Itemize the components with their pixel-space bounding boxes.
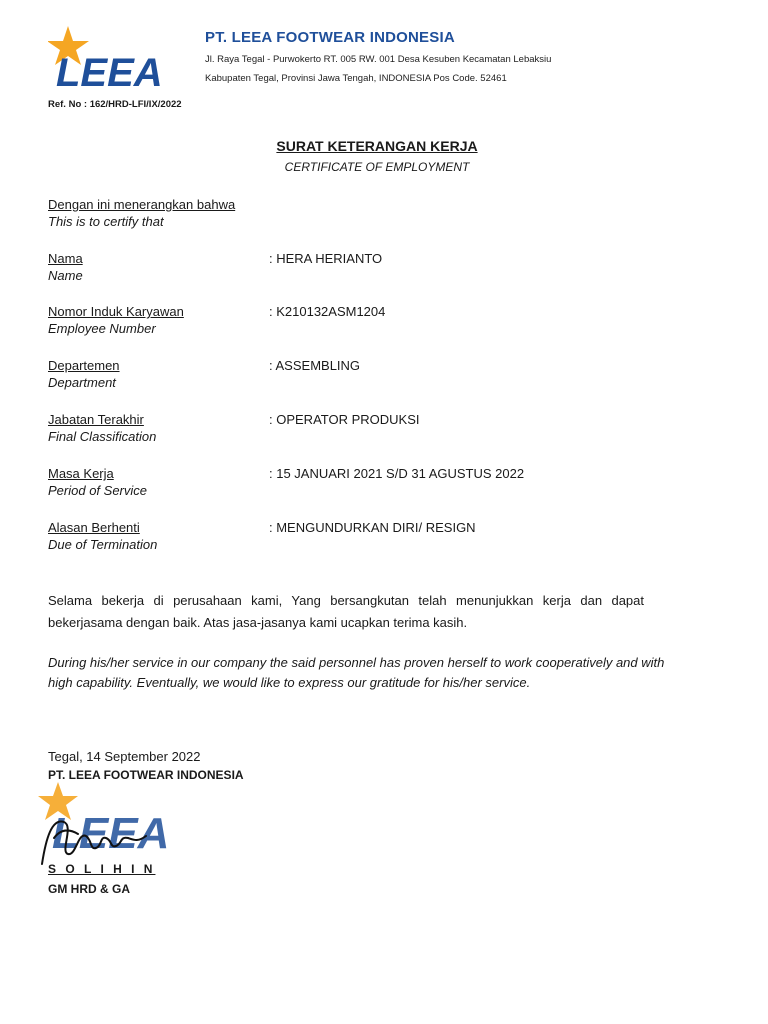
field-label-en: Name (48, 268, 83, 283)
field-value: : 15 JANUARI 2021 S/D 31 AGUSTUS 2022 (269, 466, 525, 481)
body-paragraph-id: Selama bekerja di perusahaan kami, Yang bersangkutan telah menunjukkan kerja dan dapat bekerjasama dengan baik. Atas jasa-jasanya kami ucapkan terima kasih. (48, 593, 644, 630)
field-value: : MENGUNDURKAN DIRI/ RESIGN (269, 520, 476, 535)
stamp-logo-text: LEEA (52, 809, 170, 858)
field-label: Departemen (48, 358, 120, 373)
field-label: Nama (48, 251, 83, 266)
field-value: : OPERATOR PRODUKSI (269, 412, 420, 427)
signer-title: GM HRD & GA (48, 882, 130, 896)
signature-company: PT. LEEA FOOTWEAR INDONESIA (48, 768, 244, 782)
address-line-1: Jl. Raya Tegal - Purwokerto RT. 005 RW. 001 Desa Kesuben Kecamatan Lebaksiu (205, 54, 552, 65)
field-label-en: Department (48, 375, 116, 390)
body-paragraph-en: During his/her service in our company the said personnel has proven herself to work cooperatively and with high capability. Eventually, we would like to express our gratitude for his/her service. (48, 655, 665, 690)
field-label-en: Due of Termination (48, 537, 158, 552)
field-label: Masa Kerja (48, 466, 114, 481)
logo-text: LEEA (56, 51, 163, 92)
address-line-2: Kabupaten Tegal, Provinsi Jawa Tengah, INDONESIA Pos Code. 52461 (205, 73, 507, 84)
field-label: Nomor Induk Karyawan (48, 304, 184, 319)
document-subtitle: CERTIFICATE OF EMPLOYMENT (284, 160, 470, 174)
intro (48, 197, 235, 229)
document-title: SURAT KETERANGAN KERJA (276, 138, 478, 154)
field-value: : K210132ASM1204 (269, 304, 386, 319)
intro-en: This is to certify that (48, 214, 164, 229)
company-logo (48, 24, 198, 92)
field-label: Jabatan Terakhir (48, 412, 144, 427)
reference-number: Ref. No : 162/HRD-LFI/IX/2022 (48, 99, 182, 110)
field-label: Alasan Berhenti (48, 520, 140, 535)
intro-id: Dengan ini menerangkan bahwa (48, 197, 236, 212)
company-name: PT. LEEA FOOTWEAR INDONESIA (205, 29, 455, 46)
field-value: : HERA HERIANTO (269, 251, 383, 266)
field-value: : ASSEMBLING (269, 358, 361, 373)
field-label-en: Employee Number (48, 321, 156, 336)
signer-name: S O L I H I N (48, 862, 156, 876)
field-label-en: Period of Service (48, 483, 147, 498)
place-date: Tegal, 14 September 2022 (48, 749, 201, 764)
field-label-en: Final Classification (48, 429, 157, 444)
company-stamp (34, 778, 214, 870)
